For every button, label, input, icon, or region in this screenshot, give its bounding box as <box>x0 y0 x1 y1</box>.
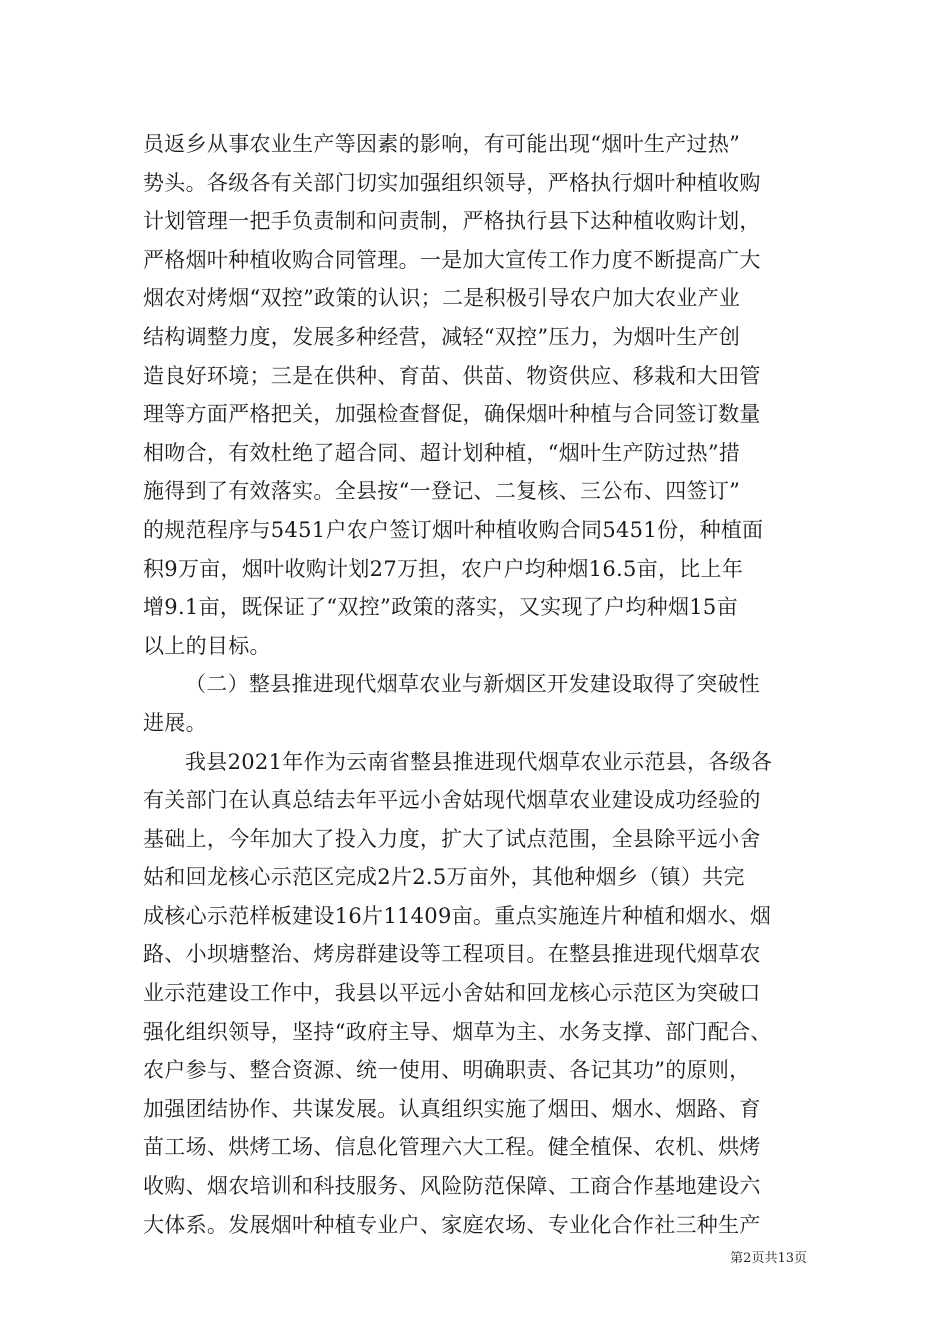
text-line: 增9.1亩，既保证了“双控”政策的落实，又实现了户均种烟15亩 <box>143 595 738 620</box>
text-line: 成核心示范样板建设16片11409亩。重点实施连片种植和烟水、烟 <box>143 903 772 928</box>
text-line: 烟农对烤烟“双控”政策的认识；二是积极引导农户加大农业产业 <box>143 286 741 311</box>
text-line: 结构调整力度，发展多种经营，减轻“双控”压力，为烟叶生产创 <box>143 324 741 349</box>
text-line: 积9万亩，烟叶收购计划27万担，农户户均种烟16.5亩，比上年 <box>143 556 744 581</box>
heading-line: 进展。 <box>143 710 207 735</box>
text-line: 收购、烟农培训和科技服务、风险防范保障、工商合作基地建设六 <box>143 1174 761 1199</box>
text-line: 业示范建设工作中，我县以平远小舍姑和回龙核心示范区为突破口 <box>143 981 761 1006</box>
text-line: 造良好环境；三是在供种、育苗、供苗、物资供应、移栽和大田管 <box>143 363 761 388</box>
document-body <box>143 125 813 1244</box>
paragraph <box>143 743 813 1245</box>
text-line: 势头。各级各有关部门切实加强组织领导，严格执行烟叶种植收购 <box>143 170 761 195</box>
text-line: 强化组织领导，坚持“政府主导、烟草为主、水务支撑、部门配合、 <box>143 1019 772 1044</box>
text-line: 员返乡从事农业生产等因素的影响，有可能出现“烟叶生产过热” <box>143 132 741 156</box>
text-line: 加强团结协作、共谋发展。认真组织实施了烟田、烟水、烟路、育 <box>143 1096 761 1121</box>
text-line: 我县2021年作为云南省整县推进现代烟草农业示范县，各级各 <box>185 749 773 774</box>
text-line: 计划管理一把手负责制和问责制，严格执行县下达种植收购计划， <box>143 209 761 234</box>
text-line: 大体系。发展烟叶种植专业户、家庭农场、专业化合作社三种生产 <box>143 1212 761 1237</box>
text-line: 以上的目标。 <box>143 633 271 658</box>
heading-line: （二）整县推进现代烟草农业与新烟区开发建设取得了突破性 <box>185 672 761 697</box>
text-line: 理等方面严格把关，加强检查督促，确保烟叶种植与合同签订数量 <box>143 402 761 427</box>
text-line: 农户参与、整合资源、统一使用、明确职责、各记其功”的原则， <box>143 1058 751 1083</box>
paragraph-continued <box>143 125 813 665</box>
page-number: 第2页共13页 <box>730 1251 807 1266</box>
text-line: 路、小坝塘整治、烤房群建设等工程项目。在整县推进现代烟草农 <box>143 942 761 967</box>
text-line: 苗工场、烘烤工场、信息化管理六大工程。健全植保、农机、烘烤 <box>143 1135 761 1160</box>
text-line: 严格烟叶种植收购合同管理。一是加大宣传工作力度不断提高广大 <box>143 247 761 272</box>
text-line: 有关部门在认真总结去年平远小舍姑现代烟草农业建设成功经验的 <box>143 788 761 813</box>
text-line: 相吻合，有效杜绝了超合同、超计划种植，“烟叶生产防过热”措 <box>143 440 741 465</box>
text-line: 姑和回龙核心示范区完成2片2.5万亩外，其他种烟乡（镇）共完 <box>143 865 745 890</box>
text-line: 的规范程序与5451户农户签订烟叶种植收购合同5451份，种植面 <box>143 517 764 542</box>
text-line: 施得到了有效落实。全县按“一登记、二复核、三公布、四签订” <box>143 479 741 504</box>
section-heading <box>143 665 813 742</box>
text-line: 基础上，今年加大了投入力度，扩大了试点范围，全县除平远小舍 <box>143 826 761 851</box>
